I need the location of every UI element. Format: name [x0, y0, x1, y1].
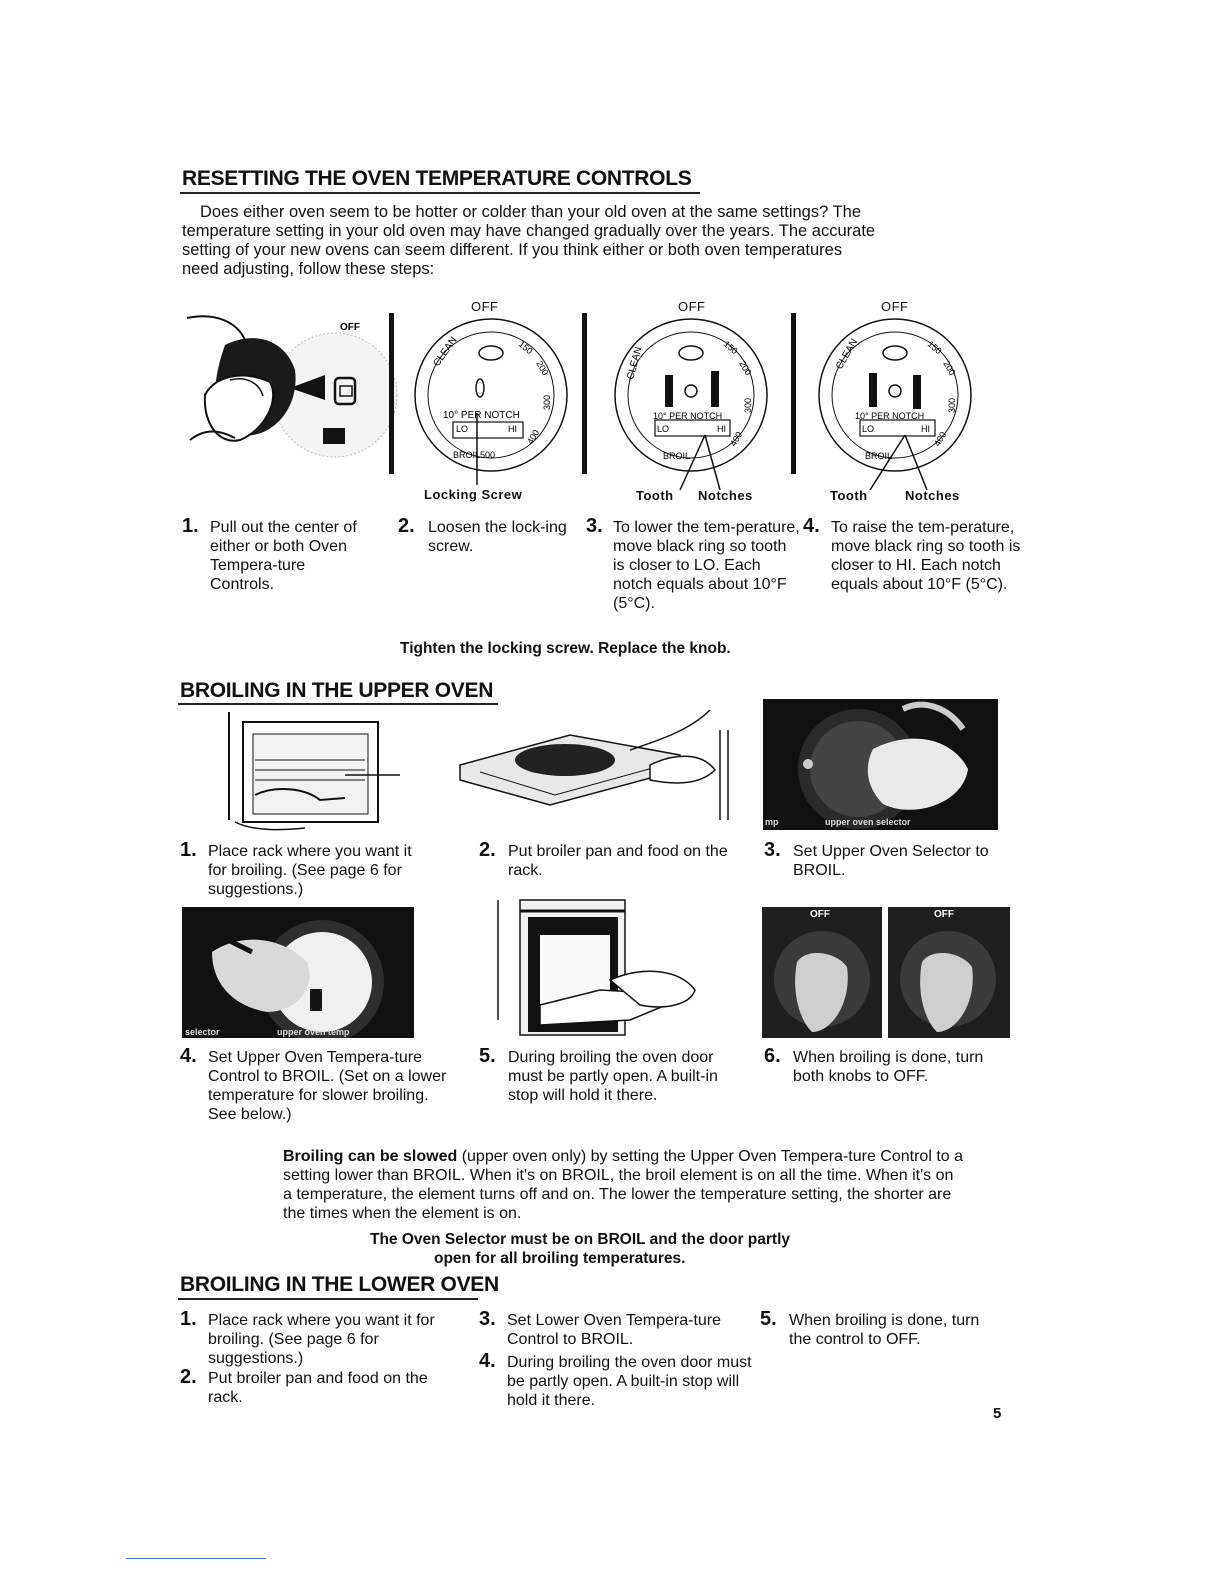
s1-step4-text: To raise the tem-perature, move black ring so tooth is closer to HI. Each notch equals about 10°F (5°C).	[831, 519, 1021, 593]
page-number: 5	[993, 1405, 1002, 1422]
notch-text-1: 10° PER NOTCH	[443, 410, 520, 421]
oven-rack-illustration	[225, 710, 415, 835]
upper-oven-temp-label: upper oven temp	[277, 1027, 350, 1037]
s2-step5-num: 5.	[479, 1045, 496, 1067]
off-right-label: OFF	[934, 909, 954, 920]
s2-step1-num: 1.	[180, 839, 197, 861]
broiling-slowed-paragraph	[283, 1147, 963, 1223]
s2-step2-num: 2.	[479, 839, 496, 861]
selector-label: selector	[185, 1027, 220, 1037]
caption-tooth-1: Tooth	[636, 488, 674, 503]
s3-step2-text: Put broiler pan and food on the rack.	[208, 1370, 428, 1406]
t200-text-3: 200	[941, 359, 958, 378]
hi-text-2: HI	[717, 424, 726, 434]
s2-step6-num: 6.	[764, 1045, 781, 1067]
s3-step2-num: 2.	[180, 1366, 197, 1388]
s3-step4-text: During broiling the oven door must be partly open. A built-in stop will hold it there.	[507, 1354, 752, 1409]
caption-locking-screw: Locking Screw	[424, 487, 523, 502]
t400-text-2: 400	[728, 429, 745, 448]
dial-off-label-1: OFF	[471, 299, 499, 314]
knob-off-text: OFF	[340, 322, 360, 333]
upper-oven-temp-photo	[182, 907, 414, 1038]
hi-text-3: HI	[921, 424, 930, 434]
t200-text-1: 200	[534, 359, 551, 378]
t300-text-2: 300	[743, 397, 753, 413]
tighten-note: Tighten the locking screw. Replace the knob.	[400, 640, 731, 657]
s1-step1-num: 1.	[182, 515, 199, 537]
s3-step3-num: 3.	[479, 1308, 496, 1330]
dial-off-label-3: OFF	[881, 299, 909, 314]
broil-text-3: BROIL	[865, 451, 893, 461]
s2-step3-num: 3.	[764, 839, 781, 861]
t300-text-3: 300	[947, 397, 957, 413]
dial-lower-temp	[605, 315, 775, 490]
s1-step2-num: 2.	[398, 515, 415, 537]
t150-text-1: 150	[516, 338, 535, 357]
upper-oven-selector-photo	[763, 699, 998, 830]
footer-rule	[126, 1558, 266, 1559]
s3-step4-num: 4.	[479, 1350, 496, 1372]
s2-step5-text: During broiling the oven door must be partly open. A built-in stop will hold it there.	[508, 1049, 718, 1104]
mp-label: mp	[765, 817, 779, 827]
lo-text-3: LO	[862, 424, 875, 434]
s2-step4-text: Set Upper Oven Tempera-ture Control to BROIL. (Set on a lower temperature for slower broiling. See below.)	[208, 1049, 447, 1123]
s2-step1-text: Place rack where you want it for broiling. (See page 6 for suggestions.)	[208, 843, 412, 898]
off-left-label: OFF	[810, 909, 830, 920]
section-title-upper-oven: BROILING IN THE UPPER OVEN	[180, 679, 494, 702]
dial-locking-screw	[408, 315, 578, 475]
oven-door-open-illustration	[480, 895, 730, 1040]
title-underline	[178, 1298, 478, 1300]
divider-bar-3	[791, 313, 796, 474]
s2-step4-num: 4.	[180, 1045, 197, 1067]
clean-text-1: CLEAN	[431, 335, 460, 369]
caption-notches-1: Notches	[698, 488, 753, 503]
hi-text-1: HI	[508, 424, 517, 434]
s3-step1-text: Place rack where you want it for broiling. (See page 6 for suggestions.)	[208, 1312, 435, 1367]
s2-step2-text: Put broiler pan and food on the rack.	[508, 843, 728, 879]
s1-step3-num: 3.	[586, 515, 603, 537]
s2-step3-text: Set Upper Oven Selector to BROIL.	[793, 843, 989, 879]
lo-text-1: LO	[456, 424, 469, 434]
dial-raise-temp	[815, 315, 985, 490]
s1-step1-text: Pull out the center of either or both Oven Tempera-ture Controls.	[210, 519, 357, 593]
broil-text-2: BROIL	[663, 451, 691, 461]
pull-knob-illustration	[185, 300, 385, 475]
lo-text-2: LO	[657, 424, 670, 434]
divider-bar-2	[582, 313, 587, 474]
title-underline	[180, 192, 700, 194]
broil-text-1: BROIL	[453, 450, 481, 460]
caption-tooth-2: Tooth	[830, 488, 868, 503]
upper-oven-selector-label: upper oven selector	[825, 817, 911, 827]
s3-step1-num: 1.	[180, 1308, 197, 1330]
clean-text-2: CLEAN	[625, 345, 645, 381]
knobs-off-photo	[762, 907, 1010, 1038]
notch-text-2: 10° PER NOTCH	[653, 411, 723, 421]
s1-step3-text: To lower the tem-perature, move black ring so tooth is closer to LO. Each notch equals about 10°F (5°C).	[613, 519, 800, 612]
broiling-slowed-bold: Broiling can be slowed	[283, 1148, 458, 1165]
selector-note-line1: The Oven Selector must be on BROIL and the door partly	[370, 1231, 790, 1248]
t150-text-3: 150	[925, 338, 944, 357]
t300-text-1: 300	[542, 394, 552, 410]
broiling-slowed-text: (upper oven only) by setting the Upper Oven Tempera-ture Control to a setting lower than BROIL. When it's on BROIL, the broil element is on all the time. When it's on a temperature, the element turns off and on. The lower the temperature setting, the shorter are the times when the element is on.	[283, 1148, 963, 1222]
s1-step4-num: 4.	[803, 515, 820, 537]
caption-notches-2: Notches	[905, 488, 960, 503]
s3-step3-text: Set Lower Oven Tempera-ture Control to BROIL.	[507, 1312, 722, 1348]
s2-step6-text: When broiling is done, turn both knobs to OFF.	[793, 1049, 984, 1085]
s3-step5-num: 5.	[760, 1308, 777, 1330]
t150-text-2: 150	[721, 338, 740, 357]
section-title-resetting: RESETTING THE OVEN TEMPERATURE CONTROLS	[182, 167, 692, 190]
intro-paragraph: Does either oven seem to be hotter or colder than your old oven at the same settings? The temperature setting in your old oven may have changed gradually over the years. The accurate setting of your new ovens can seem different. If you think either or both oven temperatures need adjusting, follow these steps:	[182, 203, 876, 278]
s3-step5-text: When broiling is done, turn the control to OFF.	[789, 1312, 980, 1348]
broiler-pan-illustration	[450, 700, 735, 830]
notch-text-3: 10° PER NOTCH	[855, 411, 925, 421]
selector-note-line2: open for all broiling temperatures.	[434, 1250, 686, 1267]
s1-step2-text: Loosen the lock-ing screw.	[428, 519, 567, 555]
t400-text-3: 400	[932, 429, 949, 448]
t500-text-1: 500	[480, 450, 496, 460]
section-title-lower-oven: BROILING IN THE LOWER OVEN	[180, 1273, 499, 1296]
divider-bar-1	[389, 313, 394, 474]
clean-text-3: CLEAN	[834, 337, 861, 372]
dial-off-label-2: OFF	[678, 299, 706, 314]
t400-text-1: 400	[525, 427, 542, 446]
t200-text-2: 200	[737, 359, 754, 378]
